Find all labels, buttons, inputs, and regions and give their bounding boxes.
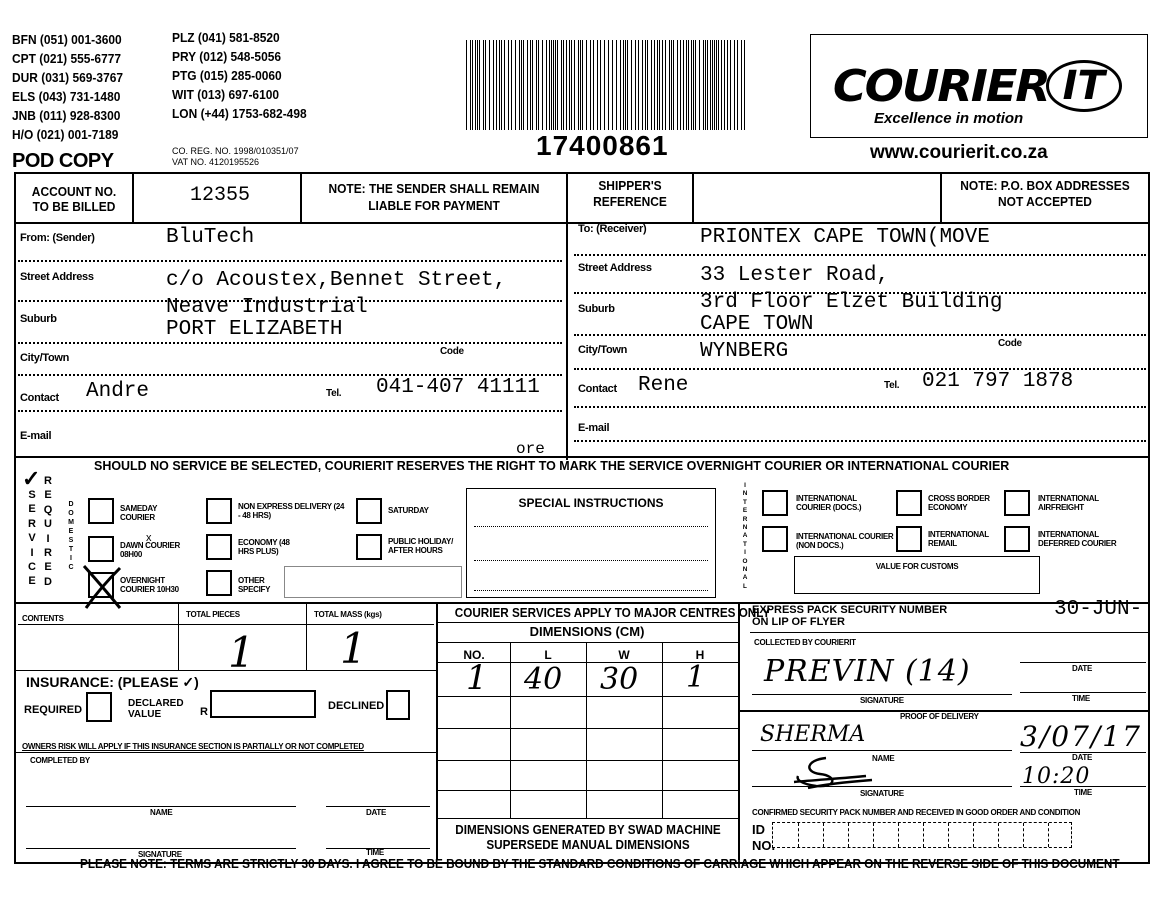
dotted-line [18, 342, 562, 344]
sender-street[interactable]: c/o Acoustex,Bennet Street, [166, 269, 507, 292]
barcode-bar [479, 40, 480, 130]
receiver-city[interactable]: WYNBERG [700, 340, 789, 363]
barcode-bar [511, 40, 512, 130]
dotted-line [574, 254, 1146, 256]
barcode-bar [638, 40, 639, 130]
signature-label: SIGNATURE [860, 789, 904, 798]
declined-label: DECLINED [328, 700, 385, 712]
divider [178, 602, 179, 670]
terms-footer: PLEASE NOTE: TERMS ARE STRICTLY 30 DAYS. I AGREE TO BE BOUND BY THE STANDARD CONDITIONS OF CARRIAGE WHICH APPEAR ON THE REVERSE SIDE OF THIS DOCUMENT [80, 857, 1120, 871]
barcode-bar [724, 40, 725, 130]
barcode-bar [475, 40, 476, 130]
receiver-city-line[interactable]: CAPE TOWN [700, 313, 814, 336]
time-label: TIME [366, 848, 384, 857]
pod-copy-label: POD COPY [12, 150, 114, 172]
checkbox-sameday[interactable] [88, 498, 114, 524]
divider [692, 172, 694, 222]
logo-tagline: Excellence in motion [874, 110, 1024, 127]
checkbox-dawn[interactable] [88, 536, 114, 562]
total-pieces-label: TOTAL PIECES [186, 610, 240, 619]
account-label: ACCOUNT NO. TO BE BILLED [31, 184, 117, 214]
digit-divider [898, 823, 899, 847]
barcode-bar [627, 40, 628, 130]
time-label: TIME [1072, 694, 1090, 703]
barcode-bar [680, 40, 681, 130]
divider [26, 806, 296, 807]
checkbox-public-holiday[interactable] [356, 534, 382, 560]
pod-date[interactable]: 3/07/17 [1020, 720, 1142, 753]
sender-label: From: (Sender) [20, 232, 95, 244]
service-notice: SHOULD NO SERVICE BE SELECTED, COURIERIT RESERVES THE RIGHT TO MARK THE SERVICE OVERNIGHT COURIER OR INTERNATIONAL COURIER [94, 458, 1010, 473]
contents-label: CONTENTS [22, 614, 64, 623]
code-label: Code [998, 338, 1022, 349]
collection-date[interactable]: 30-JUN- [1054, 598, 1143, 621]
barcode-bar [470, 40, 471, 130]
checkbox-cross-border[interactable] [896, 490, 922, 516]
dimensions-title: DIMENSIONS (CM) [529, 624, 645, 639]
divider [940, 172, 942, 222]
divider [132, 172, 134, 222]
barcode-bar [699, 40, 700, 130]
receiver-street[interactable]: 33 Lester Road, [700, 264, 890, 287]
waybill-number: 17400861 [536, 130, 669, 161]
digit-divider [998, 823, 999, 847]
barcode-bar [508, 40, 509, 130]
divider [436, 790, 738, 791]
name-label: NAME [872, 754, 895, 763]
currency-r: R [200, 706, 208, 718]
pod-signature [786, 754, 876, 790]
barcode-bar [712, 40, 713, 130]
dotted-line [474, 560, 708, 561]
barcode-bar [642, 40, 643, 130]
dotted-line [474, 590, 708, 591]
contact-label: Contact [20, 392, 59, 404]
checkbox-intl-airfreight[interactable] [1004, 490, 1030, 516]
divider [14, 670, 436, 671]
barcode-bar [553, 40, 554, 130]
barcode-bar [493, 40, 494, 130]
street-label: Street Address [20, 271, 94, 283]
major-centres-note: COURIER SERVICES APPLY TO MAJOR CENTRES ONLY [454, 605, 771, 620]
barcode-bar [662, 40, 663, 130]
code-label: Code [440, 346, 464, 357]
total-mass-value[interactable]: 1 [340, 624, 367, 673]
signature-label: SIGNATURE [860, 696, 904, 705]
divider [14, 602, 1150, 604]
barcode-bar [727, 40, 728, 130]
barcode-bar [691, 40, 692, 130]
divider [14, 752, 436, 753]
barcode-bar [693, 40, 694, 130]
divider [436, 760, 738, 761]
divider [738, 602, 740, 860]
branch-list-right [172, 28, 307, 123]
divider [752, 694, 1012, 695]
branch-line: CPT (021) 555-6777 [12, 51, 122, 66]
barcode-bar [616, 40, 617, 130]
digit-divider [823, 823, 824, 847]
sender-city[interactable]: PORT ELIZABETH [166, 318, 343, 341]
barcode-bar [734, 40, 735, 130]
digit-divider [873, 823, 874, 847]
digit-divider [948, 823, 949, 847]
barcode-bar [569, 40, 570, 130]
total-mass-label: TOTAL MASS (kgs) [314, 610, 382, 619]
total-pieces-value[interactable]: 1 [228, 628, 255, 677]
option-label: OTHER SPECIFY [238, 576, 271, 594]
security-number-boxes[interactable] [772, 822, 1072, 848]
divider [436, 818, 738, 819]
barcode-bar [635, 40, 636, 130]
option-label: INTERNATIONAL COURIER (DOCS.) [796, 494, 862, 512]
barcode-bar [669, 40, 670, 130]
digit-divider [848, 823, 849, 847]
checkbox-economy[interactable] [206, 534, 232, 560]
barcode-bar [485, 40, 486, 130]
checkbox-other[interactable] [206, 570, 232, 596]
barcode-bar [718, 40, 719, 130]
barcode-bar [555, 40, 556, 130]
receiver-contact[interactable]: Rene [638, 374, 689, 397]
branch-list-left [12, 30, 123, 144]
barcode-bar [645, 40, 646, 130]
barcode-bar [472, 40, 473, 130]
barcode-bar [551, 40, 552, 130]
time-label: TIME [1074, 788, 1092, 797]
barcode-bar [604, 40, 605, 130]
option-label: INTERNATIONAL DEFERRED COURIER [1038, 530, 1117, 548]
barcode-bar [593, 40, 594, 130]
barcode-bar [563, 40, 564, 130]
barcode-bar [695, 40, 696, 130]
insurance-required-label: REQUIRED [24, 704, 83, 716]
dotted-line [474, 526, 708, 527]
declared-value-input[interactable] [210, 690, 316, 718]
dotted-line [18, 260, 562, 262]
barcode-bar [566, 40, 567, 130]
dim-header-w: W [618, 648, 630, 662]
barcode-bar [600, 40, 601, 130]
city-label: City/Town [20, 352, 70, 364]
branch-line: JNB (011) 928-8300 [12, 108, 121, 123]
barcode-bar [504, 40, 505, 130]
barcode-bar [536, 40, 537, 130]
divider [510, 642, 511, 818]
service-required-label: S E R V I C E [28, 489, 36, 588]
pod-time[interactable]: 10:20 [1022, 764, 1091, 789]
divider [662, 642, 663, 818]
name-label: NAME [150, 808, 173, 817]
service-required-label: R E Q U I R E D [43, 475, 53, 588]
barcode-bar [683, 40, 684, 130]
divider [1020, 662, 1146, 663]
divider [436, 642, 738, 643]
barcode-bar [496, 40, 497, 130]
dim-w-value[interactable]: 30 [600, 662, 639, 697]
barcode-bar [659, 40, 660, 130]
barcode-bar [578, 40, 579, 130]
signature-label: SIGNATURE [138, 850, 182, 859]
barcode-bar [744, 40, 745, 130]
divider [18, 624, 434, 625]
logo-it-oval: IT [1046, 60, 1122, 112]
barcode-bar [677, 40, 678, 130]
barcode-bar [538, 40, 539, 130]
date-label: DATE [1072, 664, 1092, 673]
account-number: 12355 [190, 184, 251, 207]
receiver-tel[interactable]: 021 797 1878 [922, 370, 1074, 393]
barcode-bar [688, 40, 689, 130]
barcode-bar [582, 40, 583, 130]
tel-label: Tel. [326, 388, 342, 399]
express-pack-label: EXPRESS PACK SECURITY NUMBER ON LIP OF FLYER [752, 604, 948, 628]
owners-risk-notice: OWNERS RISK WILL APPLY IF THIS INSURANCE SECTION IS PARTIALLY OR NOT COMPLETED [22, 742, 364, 751]
option-label: NON EXPRESS DELIVERY (24 - 48 HRS) [238, 502, 345, 520]
swad-notice: DIMENSIONS GENERATED BY SWAD MACHINE SUPERSEDE MANUAL DIMENSIONS [455, 822, 721, 852]
barcode-bar [499, 40, 500, 130]
barcode-bar [665, 40, 666, 130]
receiver-label: To: (Receiver) [578, 223, 647, 235]
divider [586, 642, 587, 818]
barcode-bar [707, 40, 708, 130]
branch-line: ELS (043) 731-1480 [12, 89, 121, 104]
barcode-bar [654, 40, 655, 130]
contact-label: Contact [578, 383, 617, 395]
dim-h-value[interactable]: 1 [686, 660, 706, 695]
branch-line: WIT (013) 697-6100 [172, 87, 280, 102]
branch-line: H/O (021) 001-7189 [12, 127, 119, 142]
barcode-bar [625, 40, 626, 130]
branch-line: LON (+44) 1753-682-498 [172, 106, 307, 121]
courierit-logo [832, 60, 1122, 112]
dotted-line [18, 410, 562, 412]
divider [436, 728, 738, 729]
barcode-bar [586, 40, 587, 130]
barcode-bar [590, 40, 591, 130]
digit-divider [1048, 823, 1049, 847]
other-specify-field[interactable] [284, 566, 462, 598]
option-label: SAMEDAY COURIER [120, 504, 158, 522]
digit-divider [1023, 823, 1024, 847]
barcode [466, 40, 750, 132]
barcode-bar [673, 40, 674, 130]
divider [26, 848, 296, 849]
sender-liability-note: NOTE: THE SENDER SHALL REMAIN LIABLE FOR PAYMENT [328, 181, 540, 213]
barcode-bar [549, 40, 550, 130]
checkbox-intl-courier-docs[interactable] [762, 490, 788, 516]
insurance-declined-checkbox[interactable] [386, 690, 410, 720]
barcode-bar [546, 40, 547, 130]
branch-line: DUR (031) 569-3767 [12, 70, 124, 85]
option-label: INTERNATIONAL COURIER (NON DOCS.) [796, 532, 894, 550]
barcode-bar [730, 40, 731, 130]
barcode-bar [703, 40, 704, 130]
checkbox-saturday[interactable] [356, 498, 382, 524]
branch-line: PTG (015) 285-0060 [172, 68, 282, 83]
international-label: I N T E R N A T I O N A L [742, 482, 748, 590]
option-label: SATURDAY [388, 506, 429, 515]
dim-no-value[interactable]: 1 [466, 658, 488, 698]
collected-by-label: COLLECTED BY COURIERIT [754, 638, 856, 647]
barcode-bar [705, 40, 706, 130]
logo-wordmark: COURIER [832, 60, 1049, 112]
dim-header-l: L [544, 648, 552, 662]
sender-email-fragment[interactable]: ore [516, 440, 545, 454]
barcode-bar [527, 40, 528, 130]
dotted-line [574, 334, 1146, 336]
tel-label: Tel. [884, 380, 900, 391]
divider [752, 786, 1012, 787]
barcode-bar [466, 40, 467, 130]
checkbox-intl-courier-non-docs[interactable] [762, 526, 788, 552]
option-label: INTERNATIONAL REMAIL [928, 530, 989, 548]
divider [752, 750, 1012, 751]
barcode-bar [574, 40, 575, 130]
divider [300, 172, 302, 222]
suburb-label: Suburb [20, 313, 57, 325]
receiver-name[interactable]: PRIONTEX CAPE TOWN(MOVE [700, 226, 990, 249]
insurance-title: INSURANCE: (PLEASE ✓) [26, 674, 199, 690]
checkbox-non-express[interactable] [206, 498, 232, 524]
email-label: E-mail [20, 430, 52, 442]
domestic-label: D O M E S T I C [68, 501, 74, 571]
stray-x-mark: x [146, 532, 152, 544]
barcode-bar [741, 40, 742, 130]
barcode-bar [721, 40, 722, 130]
option-label: DAWN COURIER 08H00 [120, 541, 180, 559]
barcode-bar [714, 40, 715, 130]
pobox-note: NOTE: P.O. BOX ADDRESSES NOT ACCEPTED [960, 178, 1130, 209]
barcode-bar [523, 40, 524, 130]
divider [566, 172, 568, 460]
branch-line: PRY (012) 548-5056 [172, 49, 282, 64]
digit-divider [798, 823, 799, 847]
receiver-suburb[interactable]: 3rd Floor Elzet Building [700, 291, 1003, 314]
barcode-bar [597, 40, 598, 130]
barcode-bar [477, 40, 478, 130]
pod-recipient-name[interactable]: SHERMA [760, 722, 866, 747]
barcode-bar [657, 40, 658, 130]
barcode-bar [710, 40, 711, 130]
divider [326, 806, 430, 807]
barcode-bar [737, 40, 738, 130]
option-label: ECONOMY (48 HRS PLUS) [238, 538, 290, 556]
digit-divider [923, 823, 924, 847]
sender-contact[interactable]: Andre [86, 380, 150, 403]
sender-suburb[interactable]: Neave Industrial [166, 296, 368, 319]
branch-line: PLZ (041) 581-8520 [172, 30, 280, 45]
option-label: OVERNIGHT COURIER 10H30 [120, 576, 179, 594]
barcode-bar [608, 40, 609, 130]
pod-title: PROOF OF DELIVERY [900, 712, 979, 721]
dotted-line [574, 406, 1146, 408]
divider [750, 632, 1150, 633]
service-check-mark: ✓ [22, 466, 41, 491]
co-reg-number: CO. REG. NO. 1998/010351/07 [172, 146, 299, 156]
barcode-bar [530, 40, 531, 130]
barcode-bar [489, 40, 490, 130]
digit-divider [973, 823, 974, 847]
divider [1020, 692, 1146, 693]
barcode-bar [519, 40, 520, 130]
id-label: ID [752, 822, 765, 837]
date-label: DATE [1072, 753, 1092, 762]
confirmation-label: CONFIRMED SECURITY PACK NUMBER AND RECEIVED IN GOOD ORDER AND CONDITION [752, 808, 1081, 817]
barcode-bar [557, 40, 558, 130]
barcode-bar [671, 40, 672, 130]
barcode-bar [542, 40, 543, 130]
date-label: DATE [366, 808, 386, 817]
barcode-bar [580, 40, 581, 130]
option-label: PUBLIC HOLIDAY/ AFTER HOURS [388, 537, 453, 555]
divider [436, 602, 438, 860]
barcode-bar [532, 40, 533, 130]
no-label: NO. [752, 838, 776, 853]
option-label: INTERNATIONAL AIRFREIGHT [1038, 494, 1099, 512]
divider [436, 622, 738, 623]
checkbox-intl-deferred[interactable] [1004, 526, 1030, 552]
divider [1020, 786, 1146, 787]
option-label: CROSS BORDER ECONOMY [928, 494, 990, 512]
insurance-required-checkbox[interactable] [86, 692, 112, 722]
barcode-bar [686, 40, 687, 130]
completed-by-label: COMPLETED BY [30, 756, 90, 765]
barcode-bar [612, 40, 613, 130]
barcode-bar [483, 40, 484, 130]
sender-tel[interactable]: 041-407 41111 [376, 376, 540, 399]
branch-line: BFN (051) 001-3600 [12, 32, 122, 47]
email-label: E-mail [578, 422, 610, 434]
barcode-bar [501, 40, 502, 130]
shipper-reference-label: SHIPPER'S REFERENCE [593, 178, 667, 209]
sender-name[interactable]: BluTech [166, 226, 255, 249]
city-label: City/Town [578, 344, 628, 356]
customs-value-label: VALUE FOR CUSTOMS [875, 562, 959, 571]
special-instructions-label: SPECIAL INSTRUCTIONS [518, 496, 664, 510]
dim-l-value[interactable]: 40 [524, 662, 563, 697]
collector-name[interactable]: PREVIN (14) [764, 654, 971, 689]
barcode-bar [620, 40, 621, 130]
declared-value-label: DECLARED VALUE [128, 698, 184, 720]
divider [306, 602, 307, 670]
barcode-bar [631, 40, 632, 130]
barcode-bar [515, 40, 516, 130]
checkbox-intl-remail[interactable] [896, 526, 922, 552]
vat-number: VAT NO. 4120195526 [172, 157, 260, 167]
barcode-bar [521, 40, 522, 130]
website: www.courierit.co.za [870, 142, 1048, 163]
dim-header-no: NO. [463, 648, 485, 662]
dotted-line [574, 440, 1146, 442]
suburb-label: Suburb [578, 303, 615, 315]
barcode-bar [561, 40, 562, 130]
barcode-bar [651, 40, 652, 130]
dim-header-h: H [695, 648, 705, 662]
barcode-bar [647, 40, 648, 130]
barcode-bar [623, 40, 624, 130]
barcode-bar [716, 40, 717, 130]
street-label: Street Address [578, 262, 652, 274]
barcode-bar [571, 40, 572, 130]
overnight-x-mark [80, 562, 124, 612]
